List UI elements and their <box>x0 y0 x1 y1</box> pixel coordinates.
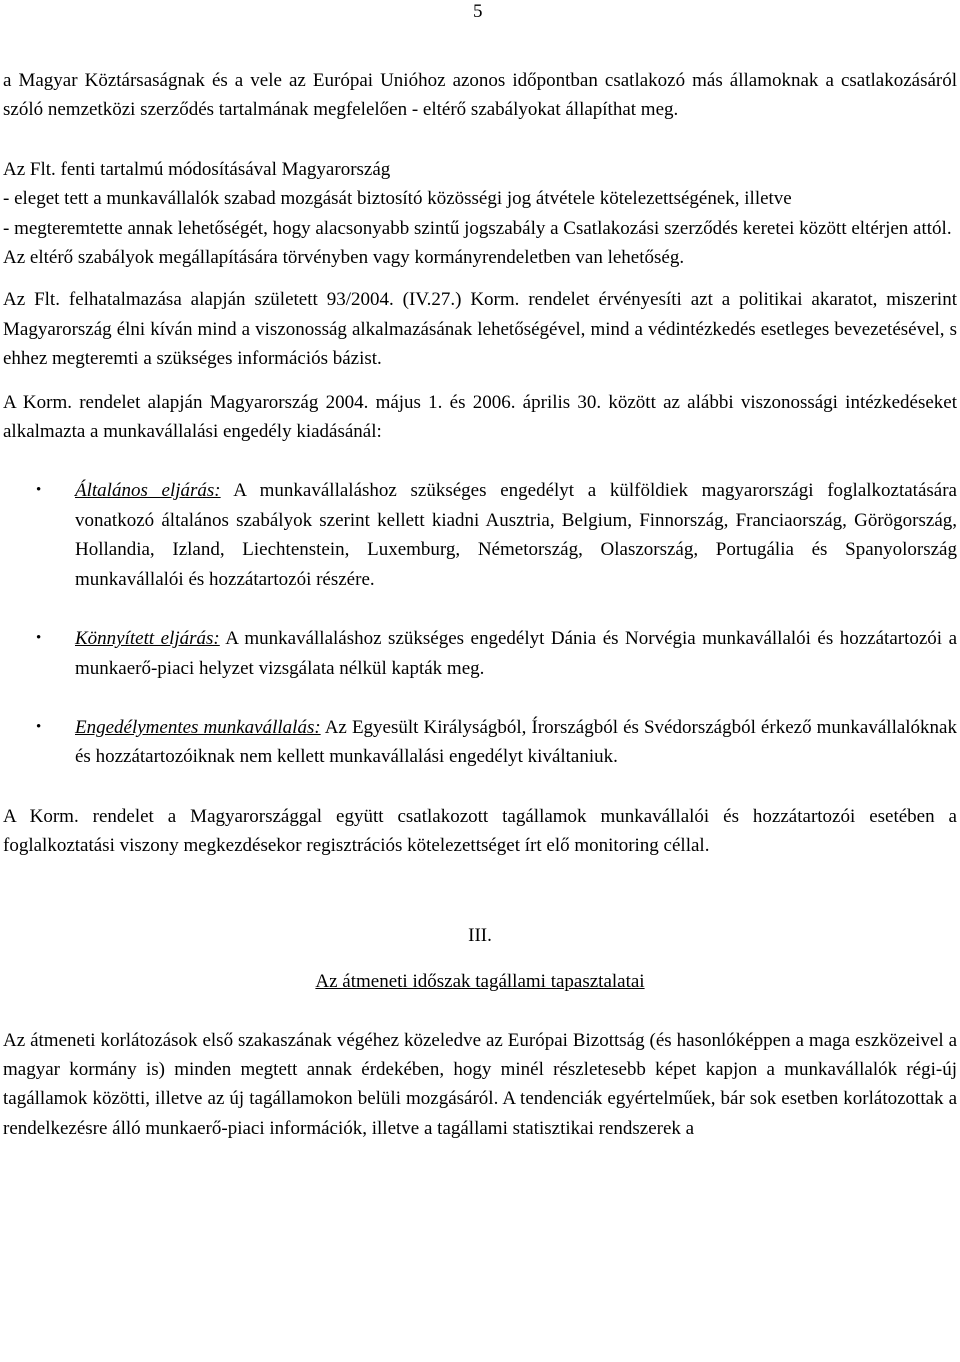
procedure-list <box>3 476 957 771</box>
section-number: III. <box>468 924 492 946</box>
list-item-simplified-procedure <box>3 624 957 683</box>
term-general-procedure: Általános eljárás: <box>75 480 221 502</box>
bullet-icon: • <box>36 630 42 647</box>
list-item-text: A munkavállaláshoz szükséges engedélyt Dánia és Norvégia munkavállalói és hozzátartozói a munkaerő-piaci helyzet vizsgálata nélkül kapták meg. <box>75 628 958 679</box>
paragraph-flt-amendment-intro: Az Flt. fenti tartalmú módosításával Magyarország <box>3 158 391 180</box>
paragraph-reciprocity-measures: A Korm. rendelet alapján Magyarország 2004. május 1. és 2006. április 30. között az alábbi viszonossági intézkedéseket alkalmazta a munkavállalási engedély kiadásánál: <box>3 391 957 443</box>
list-item-text: Az Egyesült Királyságból, Írországból és Svédországból érkező munkavállalóknak és hozzátartozóiknak nem kellett munkavállalási engedélyt kiváltaniuk. <box>75 716 957 768</box>
section-title: Az átmeneti időszak tagállami tapasztalatai <box>315 970 645 992</box>
term-permit-free-work: Engedélymentes munkavállalás: <box>75 716 321 738</box>
list-item-permit-free-work <box>3 713 957 772</box>
paragraph-treaty-rules: a Magyar Köztársaságnak és a vele az Európai Unióhoz azonos időpontban csatlakozó más államoknak a csatlakozásáról szóló nemzetközi szerződés tartalmának megfelelően - eltérő szabályokat állapíthat meg. <box>3 70 957 121</box>
list-item-text: A munkavállaláshoz szükséges engedélyt a külföldiek magyarországi foglalkoztatására vonatkozó általános szabályok szerint kellett kiadni Ausztria, Belgium, Finnország, Franciaország, Görögország, Hollandia, Izland, Liechtenstein, Luxemburg, Németország, Olaszország, Portugália és Spanyolország munkavállalói és hozzátartozói részére. <box>75 480 957 590</box>
document-body <box>3 66 957 1143</box>
paragraph-flt-possibility: - megteremtette annak lehetőségét, hogy alacsonyabb szintű jogszabály a Csatlakozási szerződés keretei között eltérjen attól. <box>3 217 952 239</box>
bullet-icon: • <box>36 482 42 499</box>
page-number: 5 <box>473 1 483 22</box>
list-item-general-procedure <box>3 476 957 594</box>
paragraph-flt-obligation: - eleget tett a munkavállalók szabad mozgását biztosító közösségi jog átvétele kötelezettségének, illetve <box>3 188 792 210</box>
paragraph-registration-obligation: A Korm. rendelet a Magyarországgal együtt csatlakozott tagállamok munkavállalói és hozzátartozói esetében a foglalkoztatási viszony megkezdésekor regisztrációs kötelezettséget írt elő monitoring céllal. <box>3 805 957 857</box>
paragraph-flt-regulation: Az eltérő szabályok megállapítására törvényben vagy kormányrendeletben van lehetőség. <box>3 247 685 269</box>
bullet-icon: • <box>36 718 42 735</box>
paragraph-transition-experience: Az átmeneti korlátozások első szakaszának végéhez közeledve az Európai Bizottság (és hasonlóképpen a maga eszközeivel a magyar kormány is) minden megtett annak érdekében, hogy minél részletesebb képet kapjon a munkavállalók régi-új tagállamok közötti, illetve az új tagállamokon belüli mozgásáról. A tendenciák egyértelműek, bár sok esetben korlátozottak a rendelkezésre álló munkaerő-piaci információk, illetve a tagállami statisztikai rendszerek a <box>3 1029 957 1139</box>
paragraph-government-decree: Az Flt. felhatalmazása alapján született 93/2004. (IV.27.) Korm. rendelet érvényesíti azt a politikai akaratot, miszerint Magyarország élni kíván mind a viszonosság alkalmazásának lehetőségével, mind a védintézkedés esetleges bevezetésével, s ehhez megteremti a szükséges információs bázist. <box>3 289 957 370</box>
term-simplified-procedure: Könnyített eljárás: <box>75 628 220 650</box>
